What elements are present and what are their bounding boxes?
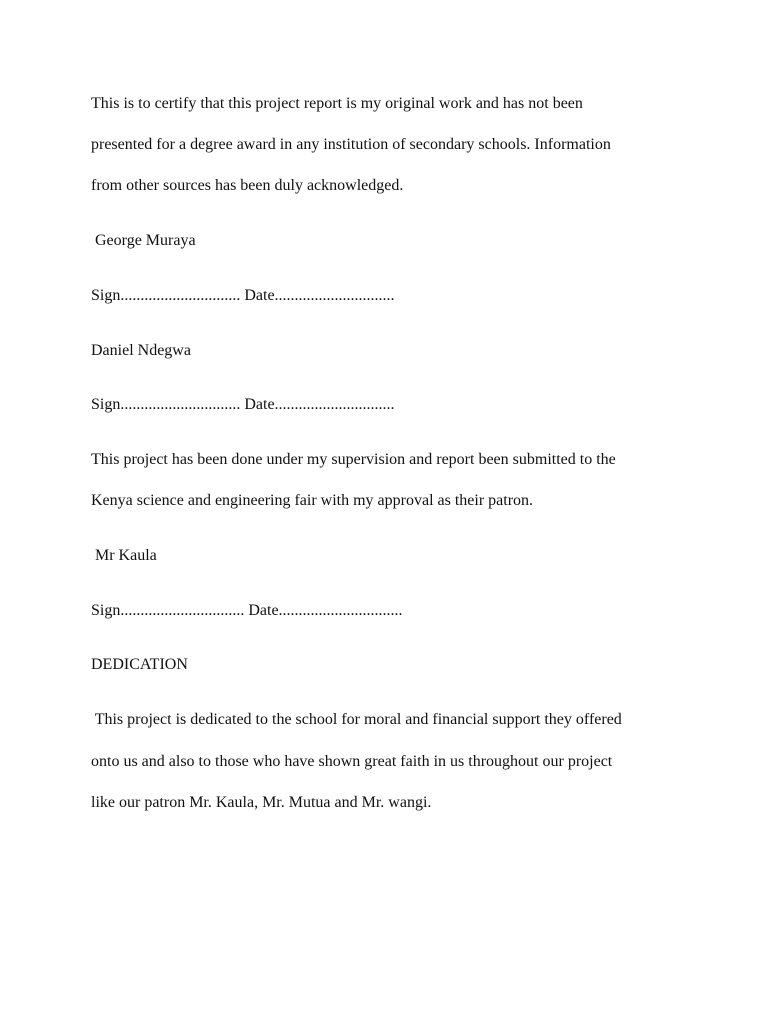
signatory-name-daniel-ndegwa: Daniel Ndegwa [91, 342, 191, 359]
patron-signature-line: Sign............................... Date............................... [91, 602, 403, 619]
signatory-name-george-muraya: George Muraya [91, 232, 196, 249]
dedication-heading: DEDICATION [91, 656, 188, 673]
dedication-line-1: This project is dedicated to the school for moral and financial support they offered [91, 711, 622, 728]
patron-name: Mr Kaula [91, 547, 157, 564]
signature-line-daniel-ndegwa: Sign.............................. Date.............................. [91, 396, 395, 413]
dedication-line-3: like our patron Mr. Kaula, Mr. Mutua and Mr. wangi. [91, 794, 432, 811]
dedication-line-2: onto us and also to those who have shown great faith in us throughout our project [91, 753, 613, 770]
supervision-line-1: This project has been done under my supervision and report been submitted to the [91, 451, 616, 468]
supervision-line-2: Kenya science and engineering fair with my approval as their patron. [91, 492, 534, 509]
certification-line-2: presented for a degree award in any institution of secondary schools. Information [91, 136, 611, 153]
certification-line-3: from other sources has been duly acknowledged. [91, 177, 404, 194]
certification-line-1: This is to certify that this project report is my original work and has not been [91, 95, 583, 112]
signature-line-george-muraya: Sign.............................. Date.............................. [91, 287, 395, 304]
